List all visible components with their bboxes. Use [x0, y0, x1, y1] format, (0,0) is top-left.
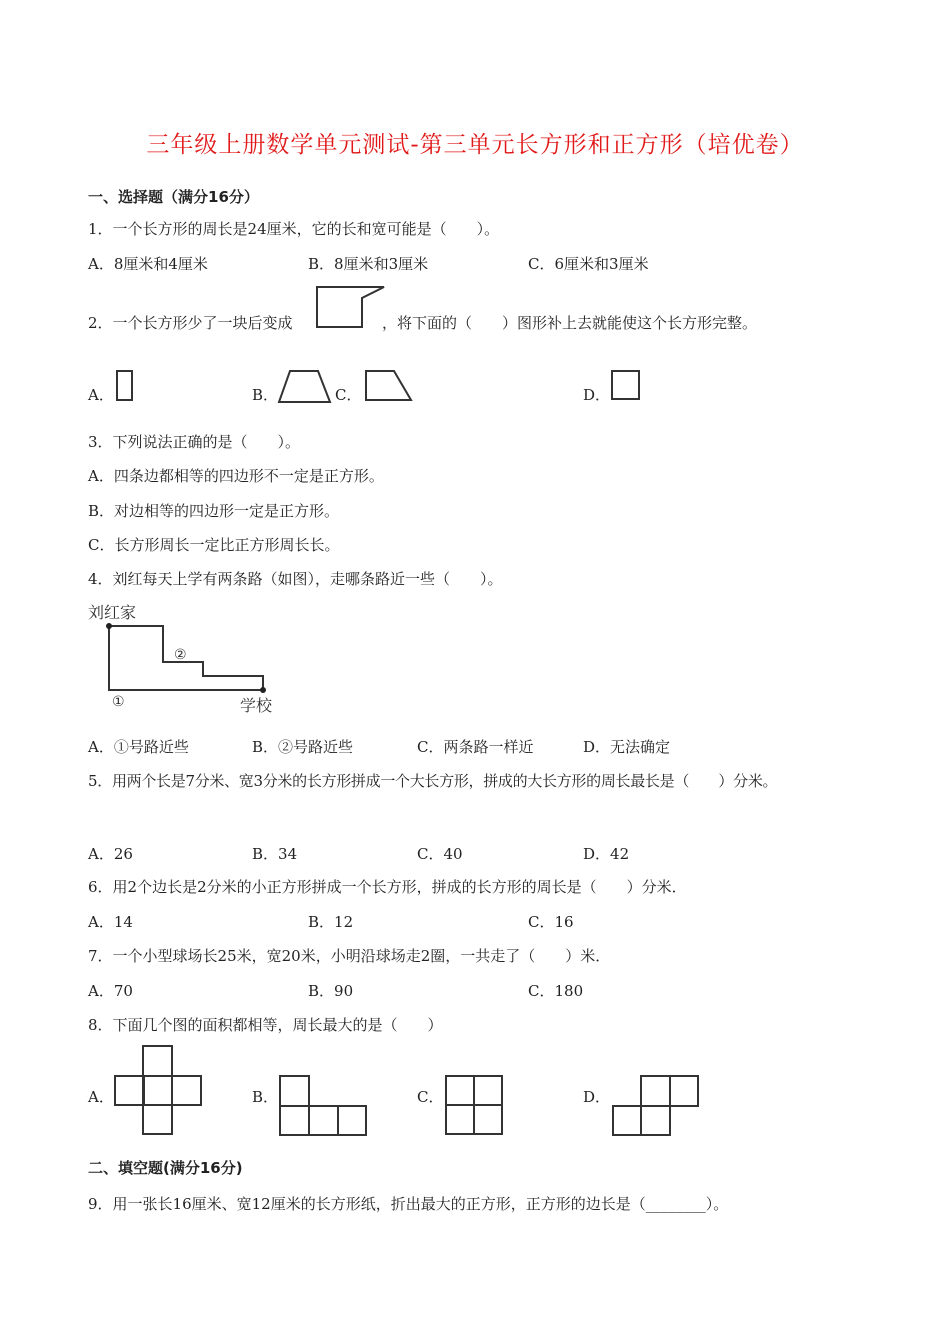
school-point	[260, 687, 266, 693]
q4-option-b: B．②号路近些	[252, 738, 354, 756]
q4-option-c: C．两条路一样近	[417, 738, 534, 756]
q5-option-a: A．26	[88, 845, 133, 863]
home-label: 刘红家	[88, 603, 137, 622]
q1-option-c: C．6厘米和3厘米	[528, 255, 649, 273]
q8-shape-d-s	[612, 1075, 702, 1137]
home-point	[106, 623, 112, 629]
q3-option-a: A．四条边都相等的四边形不一定是正方形。	[88, 467, 384, 485]
route-diagram	[88, 600, 288, 720]
q8-option-d: D．	[583, 1088, 611, 1106]
q6-option-a: A．14	[88, 913, 133, 931]
q2-shape-b-trapezoid	[278, 370, 332, 404]
question-3: 3．下列说法正确的是（ ）。	[88, 433, 301, 451]
section-heading-choice: 一、选择题（满分16分）	[88, 188, 259, 206]
q8-option-c: C．	[417, 1088, 444, 1106]
school-label: 学校	[240, 696, 273, 715]
q6-option-c: C．16	[528, 913, 574, 931]
q1-option-b: B．8厘米和3厘米	[308, 255, 429, 273]
question-8: 8．下面几个图的面积都相等，周长最大的是（ ）	[88, 1016, 443, 1034]
q8-option-b: B．	[252, 1088, 279, 1106]
q1-option-a: A．8厘米和4厘米	[88, 255, 208, 273]
q2-shape-a-rectangle	[116, 370, 134, 402]
incomplete-rectangle-figure	[316, 286, 386, 330]
q4-option-d: D．无法确定	[583, 738, 671, 756]
q2-option-c: C．	[335, 386, 362, 404]
q2-option-b: B．	[252, 386, 279, 404]
q7-option-a: A．70	[88, 982, 133, 1000]
question-7: 7．一个小型球场长25米，宽20米，小明沿球场走2圈，一共走了（ ）米．	[88, 947, 611, 965]
question-2-start: 2．一个长方形少了一块后变成	[88, 314, 293, 332]
q2-shape-c-trapezoid	[364, 370, 414, 402]
q4-option-a: A．①号路近些	[88, 738, 189, 756]
q8-option-a: A．	[88, 1088, 114, 1106]
question-2-end: ，将下面的（ ）图形补上去就能使这个长方形完整。	[382, 314, 758, 332]
q7-option-c: C．180	[528, 982, 584, 1000]
question-6: 6．用2个边长是2分米的小正方形拼成一个长方形，拼成的长方形的周长是（ ）分米．	[88, 878, 687, 896]
route-1-label: ①	[112, 694, 125, 710]
q3-option-b: B．对边相等的四边形一定是正方形。	[88, 502, 340, 520]
q2-option-d: D．	[583, 386, 611, 404]
q7-option-b: B．90	[308, 982, 354, 1000]
q2-option-a: A．	[88, 386, 114, 404]
q2-shape-d-square	[611, 370, 641, 402]
q8-shape-b-l	[279, 1075, 369, 1137]
question-1: 1．一个长方形的周长是24厘米，它的长和宽可能是（ ）。	[88, 220, 500, 238]
route-2-label: ②	[174, 647, 187, 663]
q6-option-b: B．12	[308, 913, 354, 931]
q5-option-d: D．42	[583, 845, 630, 863]
question-9: 9．用一张长16厘米、宽12厘米的长方形纸，折出最大的正方形，正方形的边长是（________）。	[88, 1195, 729, 1213]
q8-shape-c-square	[445, 1075, 505, 1137]
q3-option-c: C．长方形周长一定比正方形周长长。	[88, 536, 340, 554]
question-4: 4．刘红每天上学有两条路（如图），走哪条路近一些（ ）。	[88, 570, 503, 588]
q8-shape-a-cross	[114, 1045, 204, 1137]
section-heading-fill: 二、填空题(满分16分)	[88, 1159, 243, 1177]
q5-option-b: B．34	[252, 845, 298, 863]
page-title: 三年级上册数学单元测试-第三单元长方形和正方形（培优卷）	[146, 132, 804, 158]
question-5: 5．用两个长是7分米、宽3分米的长方形拼成一个大长方形，拼成的大长方形的周长最长是（ ）分米。	[88, 772, 778, 790]
q5-option-c: C．40	[417, 845, 463, 863]
